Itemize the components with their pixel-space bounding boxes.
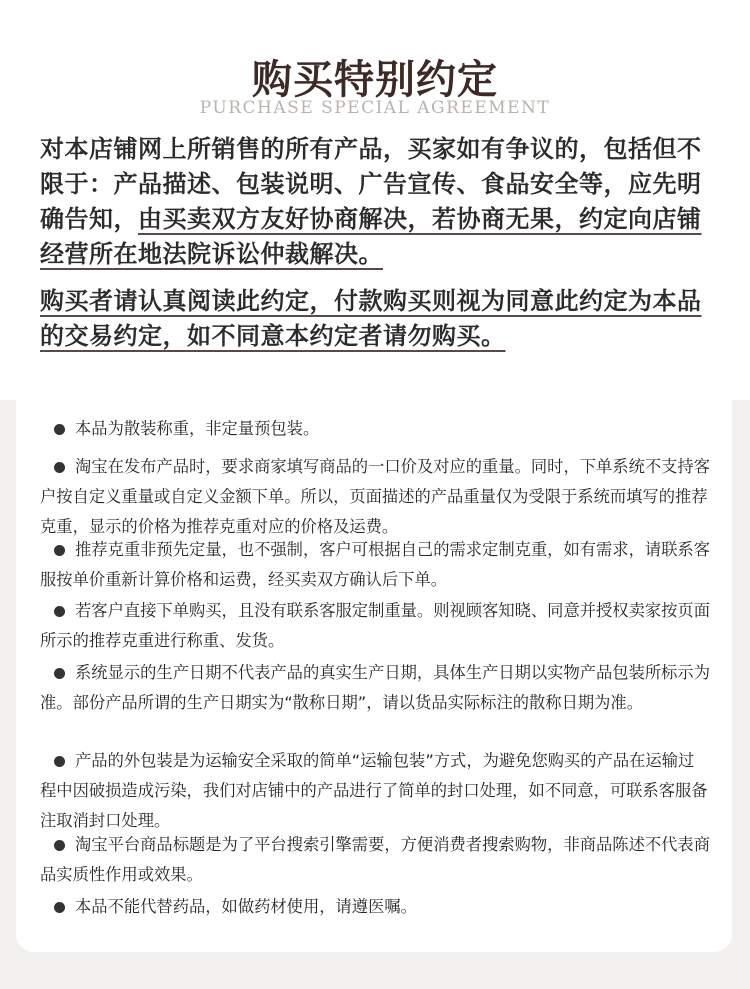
bullet-icon	[54, 902, 65, 913]
list-item: 系统显示的生产日期不代表产品的真实生产日期，具体生产日期以实物产品包装所标示为准。部份产品所谓的生产日期实为“散称日期”，请以货品实际标注的散称日期为准。	[40, 663, 710, 712]
notice-agreement	[40, 284, 712, 354]
bullet-icon	[54, 756, 65, 767]
list-item: 产品的外包装是为运输安全采取的简单“运输包装”方式，为避免您购买的产品在运输过程中因破损造成污染，我们对店铺中的产品进行了简单的封口处理，如不同意，可联系客服备注取消封口处理。	[40, 751, 708, 830]
page-title: 购买特别约定	[252, 57, 498, 103]
terms-panel	[16, 386, 732, 952]
notice-dispute-intro: 对本店铺网上所销售的所有产品，买家如有争议的，包括但不限于：产品描述、包装说明、广告宣传、食品安全等，应先明确告知，	[40, 135, 702, 233]
bullet-icon	[54, 545, 65, 556]
list-item: 若客户直接下单购买，且没有联系客服定制重量。则视顾客知晓、同意并授权卖家按页面所示的推荐克重进行称重、发货。	[40, 601, 710, 650]
bullet-icon	[54, 462, 65, 473]
notice-agreement-text: 购买者请认真阅读此约定，付款购买则视为同意此约定为本品的交易约定，如不同意本约定者请勿购买。	[40, 287, 702, 350]
bullet-icon	[54, 840, 65, 851]
notice-dispute	[40, 132, 712, 272]
list-item: 淘宝在发布产品时，要求商家填写商品的一口价及对应的重量。同时，下单系统不支持客户按自定义重量或自定义金额下单。所以，页面描述的产品重量仅为受限于系统而填写的推荐克重，显示的价格为推荐克重对应的价格及运费。	[40, 457, 710, 536]
header-section	[0, 0, 750, 400]
list-item: 本品不能代替药品，如做药材使用，请遵医嘱。	[40, 892, 710, 922]
list-item: 本品为散装称重，非定量预包装。	[40, 414, 710, 444]
bullet-icon	[54, 668, 65, 679]
list-item: 淘宝平台商品标题是为了平台搜索引擎需要，方便消费者搜索购物，非商品陈述不代表商品实质性作用或效果。	[40, 835, 710, 884]
bullet-icon	[54, 424, 65, 435]
page-subtitle: PURCHASE SPECIAL AGREEMENT	[199, 98, 551, 118]
notice-dispute-resolution: 由买卖双方友好协商解决，若协商无果，约定向店铺经营所在地法院诉讼仲裁解决。	[40, 205, 702, 268]
list-item: 推荐克重非预先定量，也不强制，客户可根据自己的需求定制克重，如有需求，请联系客服按单价重新计算价格和运费，经买卖双方确认后下单。	[40, 540, 710, 589]
bullet-icon	[54, 606, 65, 617]
